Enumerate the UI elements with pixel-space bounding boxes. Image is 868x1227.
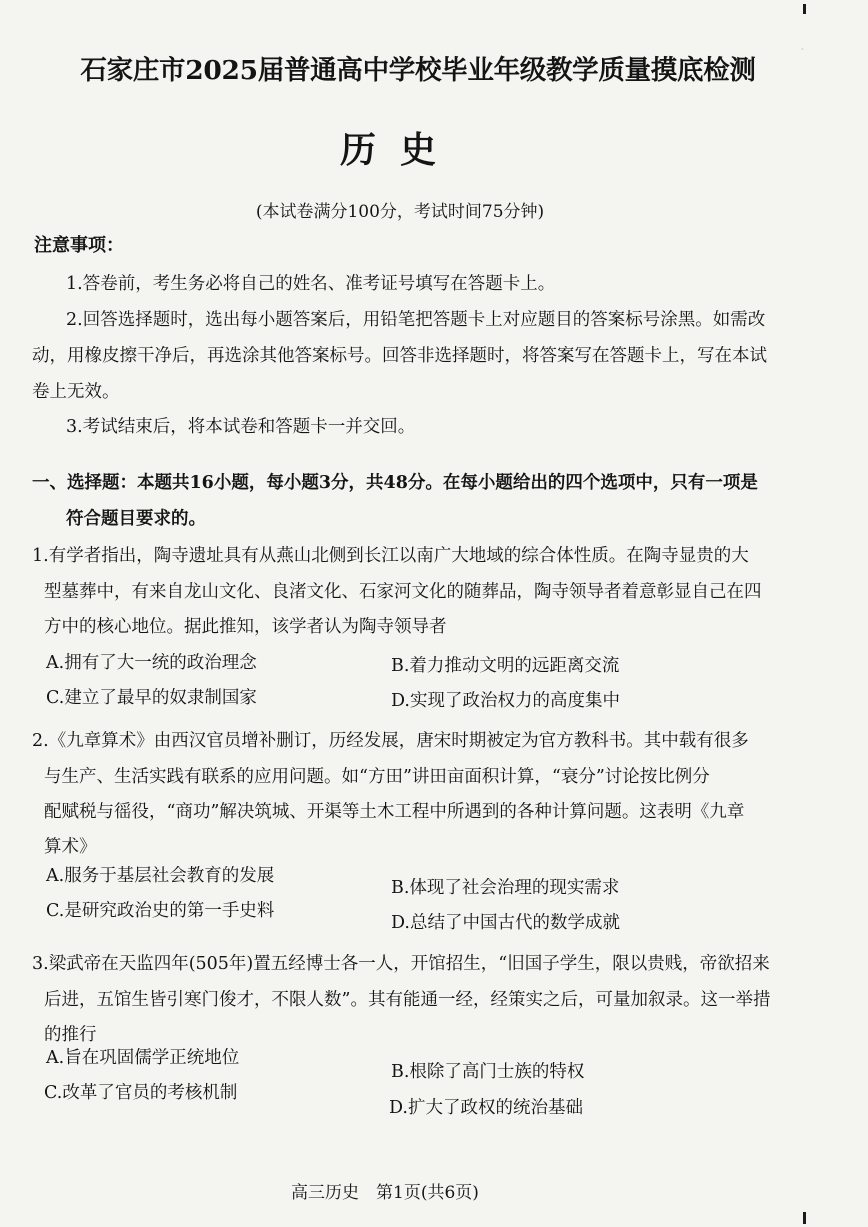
question-stem-line: 1.有学者指出，陶寺遗址具有从燕山北侧到长江以南广大地域的综合体性质。在陶寺显贵的大 <box>32 546 749 566</box>
option-a: A.旨在巩固儒学正统地位 <box>46 1048 240 1068</box>
notice-line: 3.考试结束后，将本试卷和答题卡一并交回。 <box>66 417 416 437</box>
option-c: C.是研究政治史的第一手史料 <box>46 901 275 921</box>
question-stem-line: 3.梁武帝在天监四年(505年)置五经博士各一人，开馆招生，“旧国子学生，限以贵贱，帝欲招来 <box>32 954 770 974</box>
question-stem-line: 算术》 <box>44 837 97 857</box>
question-stem-line: 型墓葬中，有来自龙山文化、良渚文化、石家河文化的随葬品，陶寺领导者着意彰显自己在四 <box>44 582 762 602</box>
section-heading: 一、选择题：本题共16小题，每小题3分，共48分。在每小题给出的四个选项中，只有一项是 <box>32 473 758 493</box>
option-b: B.着力推动文明的远距离交流 <box>391 656 620 676</box>
page-footer: 高三历史 第1页(共6页) <box>291 1183 479 1203</box>
option-a: A.服务于基层社会教育的发展 <box>46 866 275 886</box>
section-heading: 符合题目要求的。 <box>66 509 206 529</box>
question-stem-line: 方中的核心地位。据此推知，该学者认为陶寺领导者 <box>44 617 447 637</box>
option-d: D.扩大了政权的统治基础 <box>389 1098 583 1118</box>
question-stem-line: 后进，五馆生皆引寒门俊才，不限人数”。其有能通一经，经策实之后，可量加叙录。这一举措 <box>44 990 771 1010</box>
score-info: (本试卷满分100分，考试时间75分钟) <box>255 202 545 222</box>
option-c: C.建立了最早的奴隶制国家 <box>46 688 257 708</box>
question-stem-line: 配赋税与徭役，“商功”解决筑城、开渠等土木工程中所遇到的各种计算问题。这表明《九章 <box>44 802 745 822</box>
option-a: A.拥有了大一统的政治理念 <box>46 653 257 673</box>
option-c: C.改革了官员的考核机制 <box>44 1083 238 1103</box>
notice-line: 1.答卷前，考生务必将自己的姓名、准考证号填写在答题卡上。 <box>66 274 556 294</box>
scan-edge-mark <box>803 1212 806 1224</box>
notice-line: 动，用橡皮擦干净后，再选涂其他答案标号。回答非选择题时，将答案写在答题卡上，写在本试 <box>32 346 767 366</box>
notice-heading: 注意事项： <box>34 235 124 256</box>
notice-line: 卷上无效。 <box>32 382 120 402</box>
option-b: B.体现了社会治理的现实需求 <box>391 878 620 898</box>
option-d: D.总结了中国古代的数学成就 <box>391 913 620 933</box>
question-stem-line: 与生产、生活实践有联系的应用问题。如“方田”讲田亩面积计算，“衰分”讨论按比例分 <box>44 767 710 787</box>
option-d: D.实现了政治权力的高度集中 <box>391 691 620 711</box>
scan-edge-mark <box>803 4 806 14</box>
question-stem-line: 的推行 <box>44 1025 97 1045</box>
subject-title: 历史 <box>339 129 460 171</box>
notice-line: 2.回答选择题时，选出每小题答案后，用铅笔把答题卡上对应题目的答案标号涂黑。如需改 <box>66 310 766 330</box>
exam-title: 石家庄市2025届普通高中学校毕业年级教学质量摸底检测 <box>80 55 756 86</box>
bleed-through-mark: · <box>800 40 805 58</box>
question-stem-line: 2.《九章算术》由西汉官员增补删订，历经发展，唐宋时期被定为官方教科书。其中载有很多 <box>32 731 749 751</box>
option-b: B.根除了高门士族的特权 <box>391 1062 585 1082</box>
